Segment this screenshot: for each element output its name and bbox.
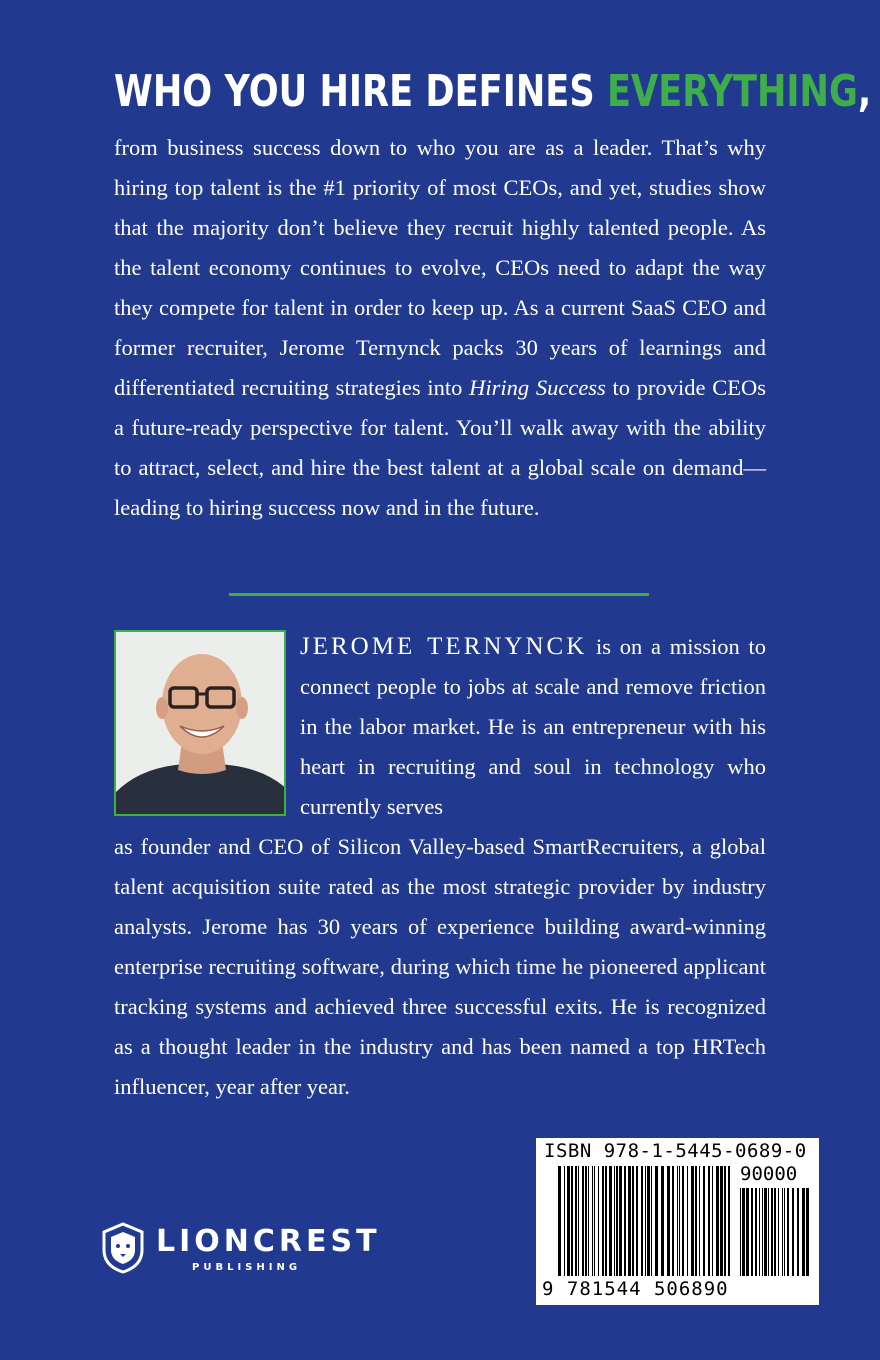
barcode-bar: [759, 1188, 760, 1276]
barcode-bar: [661, 1166, 664, 1276]
barcode-bar: [616, 1166, 618, 1276]
barcode-bar: [755, 1188, 757, 1276]
barcode-bar: [768, 1188, 769, 1276]
barcode-bar: [716, 1166, 719, 1276]
barcode-bar: [588, 1166, 589, 1276]
barcode-bar: [567, 1166, 570, 1276]
barcode-bar: [651, 1166, 652, 1276]
barcode-bar: [619, 1166, 622, 1276]
barcode-bar: [605, 1166, 607, 1276]
publisher-name: LIONCREST: [156, 1224, 381, 1259]
book-description: [114, 128, 766, 528]
barcode-bar: [774, 1188, 776, 1276]
headline-accent: EVERYTHING: [606, 66, 858, 117]
barcode-bar: [782, 1188, 783, 1276]
barcode-bar: [632, 1166, 634, 1276]
barcode-bar: [778, 1188, 779, 1276]
barcode-bar: [687, 1166, 688, 1276]
barcode-bar: [672, 1166, 674, 1276]
barcode-bar: [703, 1166, 705, 1276]
barcode-bar: [708, 1166, 710, 1276]
barcode-bar: [699, 1166, 700, 1276]
barcode-bar: [806, 1188, 809, 1276]
author-bio-bottom: as founder and CEO of Silicon Valley-based SmartRecruiters, a global talent acquisition suite rated as the most strategic provider by industry analysts. Jerome has 30 years of experience building award-winning enterprise recruiting software, during which time he pioneered applicant tracking systems and achieved three successful exits. He is recognized as a thought leader in the industry and has been named a top HRTech influencer, year after year.: [114, 834, 766, 1099]
publisher-subtitle: PUBLISHING: [192, 1262, 302, 1273]
barcode-bar: [720, 1166, 723, 1276]
barcode-bar: [645, 1166, 646, 1276]
barcode-bar: [647, 1166, 650, 1276]
barcode-bar: [787, 1188, 789, 1276]
bio-text-top: is on a mission to connect people to jobs at scale and remove friction in the labor market. He is an entrepreneur with his heart in recruiting and soul in technology who currently serves: [300, 634, 767, 819]
lion-shield-icon: [100, 1222, 146, 1274]
barcode-bar: [585, 1166, 587, 1276]
barcode-bar: [724, 1166, 726, 1276]
barcode-bar: [792, 1188, 794, 1276]
barcode-bar: [571, 1166, 573, 1276]
barcode-bar: [598, 1166, 599, 1276]
divider: [229, 593, 649, 596]
book-title: Hiring Success: [469, 375, 606, 400]
barcode-bar: [578, 1166, 579, 1276]
barcode-bar: [784, 1188, 785, 1276]
barcode-bar: [728, 1166, 730, 1276]
barcode-bar: [742, 1188, 745, 1276]
barcode-bar: [695, 1166, 697, 1276]
isbn-number: ISBN 978-1-5445-0689-0: [544, 1140, 807, 1162]
headline: [114, 66, 872, 117]
barcode-bar: [609, 1166, 612, 1276]
barcode-bar: [628, 1166, 631, 1276]
author-name: JEROME TERNYNCK: [300, 633, 588, 660]
barcode-bar: [691, 1166, 694, 1276]
barcode-bar: [667, 1166, 670, 1276]
barcode-bar: [558, 1166, 561, 1276]
barcode-bar: [771, 1188, 773, 1276]
barcode-bar: [802, 1188, 805, 1276]
barcode-bar: [575, 1166, 577, 1276]
isbn-barcode: [536, 1138, 819, 1305]
description-text-end: to provide CEOs a future-ready perspective for talent. You’ll walk away with the ability to attract, select, and hire the best talent at a global scale on demand—leading to hiring success now and in the future.: [114, 375, 766, 520]
addon-barcode-bars: [740, 1188, 810, 1276]
barcode-bar: [602, 1166, 604, 1276]
author-bio-top: [300, 627, 766, 827]
barcode-bar: [624, 1166, 626, 1276]
publisher-logo: [100, 1222, 400, 1282]
barcode-bar: [682, 1166, 684, 1276]
barcode-bar: [592, 1166, 593, 1276]
barcode-bar: [712, 1166, 713, 1276]
barcode-bar: [641, 1166, 643, 1276]
barcode-bar: [740, 1188, 741, 1276]
headline-part1: WHO YOU HIRE DEFINES: [114, 66, 607, 117]
barcode-bar: [762, 1188, 763, 1276]
author-photo: [114, 630, 286, 816]
barcode-bar: [797, 1188, 799, 1276]
price-code: 90000: [740, 1163, 798, 1185]
barcode-bar: [746, 1188, 749, 1276]
barcode-bar: [751, 1188, 753, 1276]
barcode-bar: [636, 1166, 638, 1276]
ean-number: 9 781544 506890: [542, 1278, 729, 1300]
barcode-bar: [679, 1166, 680, 1276]
barcode-bar: [614, 1166, 615, 1276]
barcode-bar: [564, 1166, 565, 1276]
headline-part2: ,: [857, 66, 872, 117]
barcode-bar: [582, 1166, 584, 1276]
barcode-bar: [594, 1166, 595, 1276]
description-text: from business success down to who you are as a leader. That’s why hiring top talent is the #1 priority of most CEOs, and yet, studies show that the majority don’t believe they recruit highly talented people. As the talent economy continues to evolve, CEOs need to adapt the way they compete for talent in order to keep up. As a current SaaS CEO and former recruiter, Jerome Ternynck packs 30 years of learnings and differentiated recruiting strategies into: [114, 135, 766, 400]
barcode-bar: [764, 1188, 767, 1276]
barcode-bar: [677, 1166, 678, 1276]
barcode-bar: [655, 1166, 658, 1276]
barcode-bars: [558, 1166, 733, 1276]
